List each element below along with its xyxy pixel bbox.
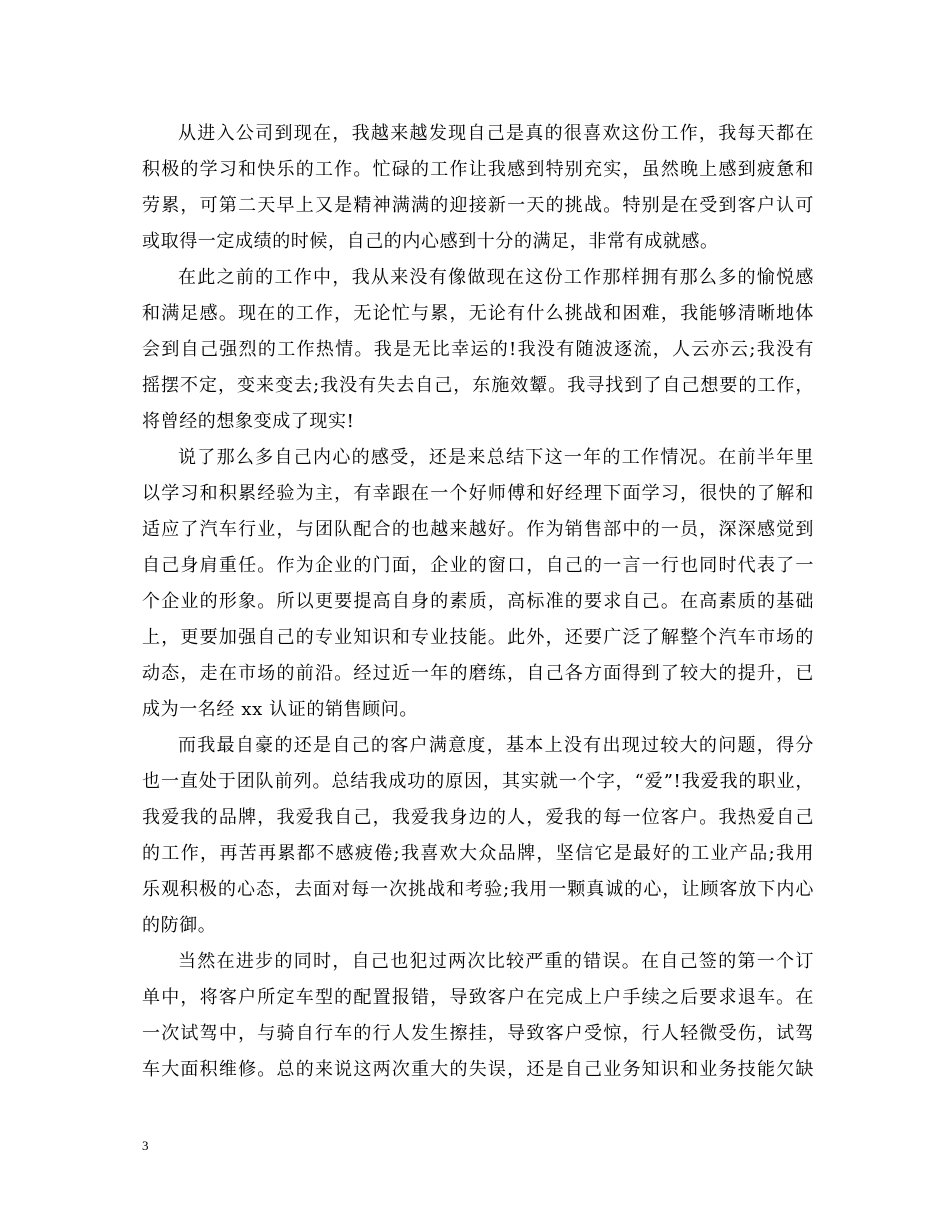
paragraph-line: 乐观积极的心态，去面对每一次挑战和考验;我用一颗真诚的心，让顾客放下内心: [142, 879, 814, 900]
paragraph-line: 将曾经的想象变成了现实!: [142, 411, 355, 432]
paragraph-line: 而我最自豪的还是自己的客户满意度，基本上没有出现过较大的问题，得分: [178, 735, 814, 756]
paragraph-line: 积极的学习和快乐的工作。忙碌的工作让我感到特别充实，虽然晚上感到疲惫和: [142, 159, 814, 180]
paragraph-line: 从进入公司到现在，我越来越发现自己是真的很喜欢这份工作，我每天都在: [178, 123, 814, 144]
paragraph-line: 我爱我的品牌，我爱我自己，我爱我身边的人，爱我的每一位客户。我热爱自己: [142, 807, 814, 828]
paragraph-line: 也一直处于团队前列。总结我成功的原因，其实就一个字，“爱”!我爱我的职业，: [142, 771, 814, 792]
paragraph-line: 和满足感。现在的工作，无论忙与累，无论有什么挑战和困难，我能够清晰地体: [142, 303, 814, 324]
paragraph-line: 成为一名经 xx 认证的销售顾问。: [142, 699, 418, 720]
paragraph-line: 以学习和积累经验为主，有幸跟在一个好师傅和好经理下面学习，很快的了解和: [142, 483, 814, 504]
paragraph-line: 动态，走在市场的前沿。经过近一年的磨练，自己各方面得到了较大的提升，已: [142, 663, 814, 684]
paragraph-line: 上，更要加强自己的专业知识和专业技能。此外，还要广泛了解整个汽车市场的: [142, 627, 814, 648]
paragraph-line: 车大面积维修。总的来说这两次重大的失误，还是自己业务知识和业务技能欠缺: [142, 1059, 814, 1080]
paragraph-line: 的工作，再苦再累都不感疲倦;我喜欢大众品牌，坚信它是最好的工业产品;我用: [142, 843, 814, 864]
paragraph-line: 在此之前的工作中，我从来没有像做现在这份工作那样拥有那么多的愉悦感: [178, 267, 814, 288]
paragraph-line: 会到自己强烈的工作热情。我是无比幸运的!我没有随波逐流，人云亦云;我没有: [142, 339, 814, 360]
paragraph-line: 单中，将客户所定车型的配置报错，导致客户在完成上户手续之后要求退车。在: [142, 987, 814, 1008]
paragraph-line: 自己身肩重任。作为企业的门面，企业的窗口，自己的一言一行也同时代表了一: [142, 555, 814, 576]
paragraph-line: 说了那么多自己内心的感受，还是来总结下这一年的工作情况。在前半年里: [178, 447, 814, 468]
body-text: [142, 116, 814, 1088]
paragraph-line: 摇摆不定，变来变去;我没有失去自己，东施效颦。我寻找到了自己想要的工作，: [142, 375, 814, 396]
paragraph-line: 或取得一定成绩的时候，自己的内心感到十分的满足，非常有成就感。: [142, 231, 719, 252]
paragraph-line: 当然在进步的同时，自己也犯过两次比较严重的错误。在自己签的第一个订: [178, 951, 814, 972]
paragraph-line: 的防御。: [142, 915, 217, 936]
paragraph-line: 劳累，可第二天早上又是精神满满的迎接新一天的挑战。特别是在受到客户认可: [142, 195, 814, 216]
paragraph-line: 一次试驾中，与骑自行车的行人发生擦挂，导致客户受惊，行人轻微受伤，试驾: [142, 1023, 814, 1044]
paragraph-line: 个企业的形象。所以更要提高自身的素质，高标准的要求自己。在高素质的基础: [142, 591, 814, 612]
paragraph-line: 适应了汽车行业，与团队配合的也越来越好。作为销售部中的一员，深深感觉到: [142, 519, 814, 540]
page-number: 3: [142, 1138, 149, 1153]
